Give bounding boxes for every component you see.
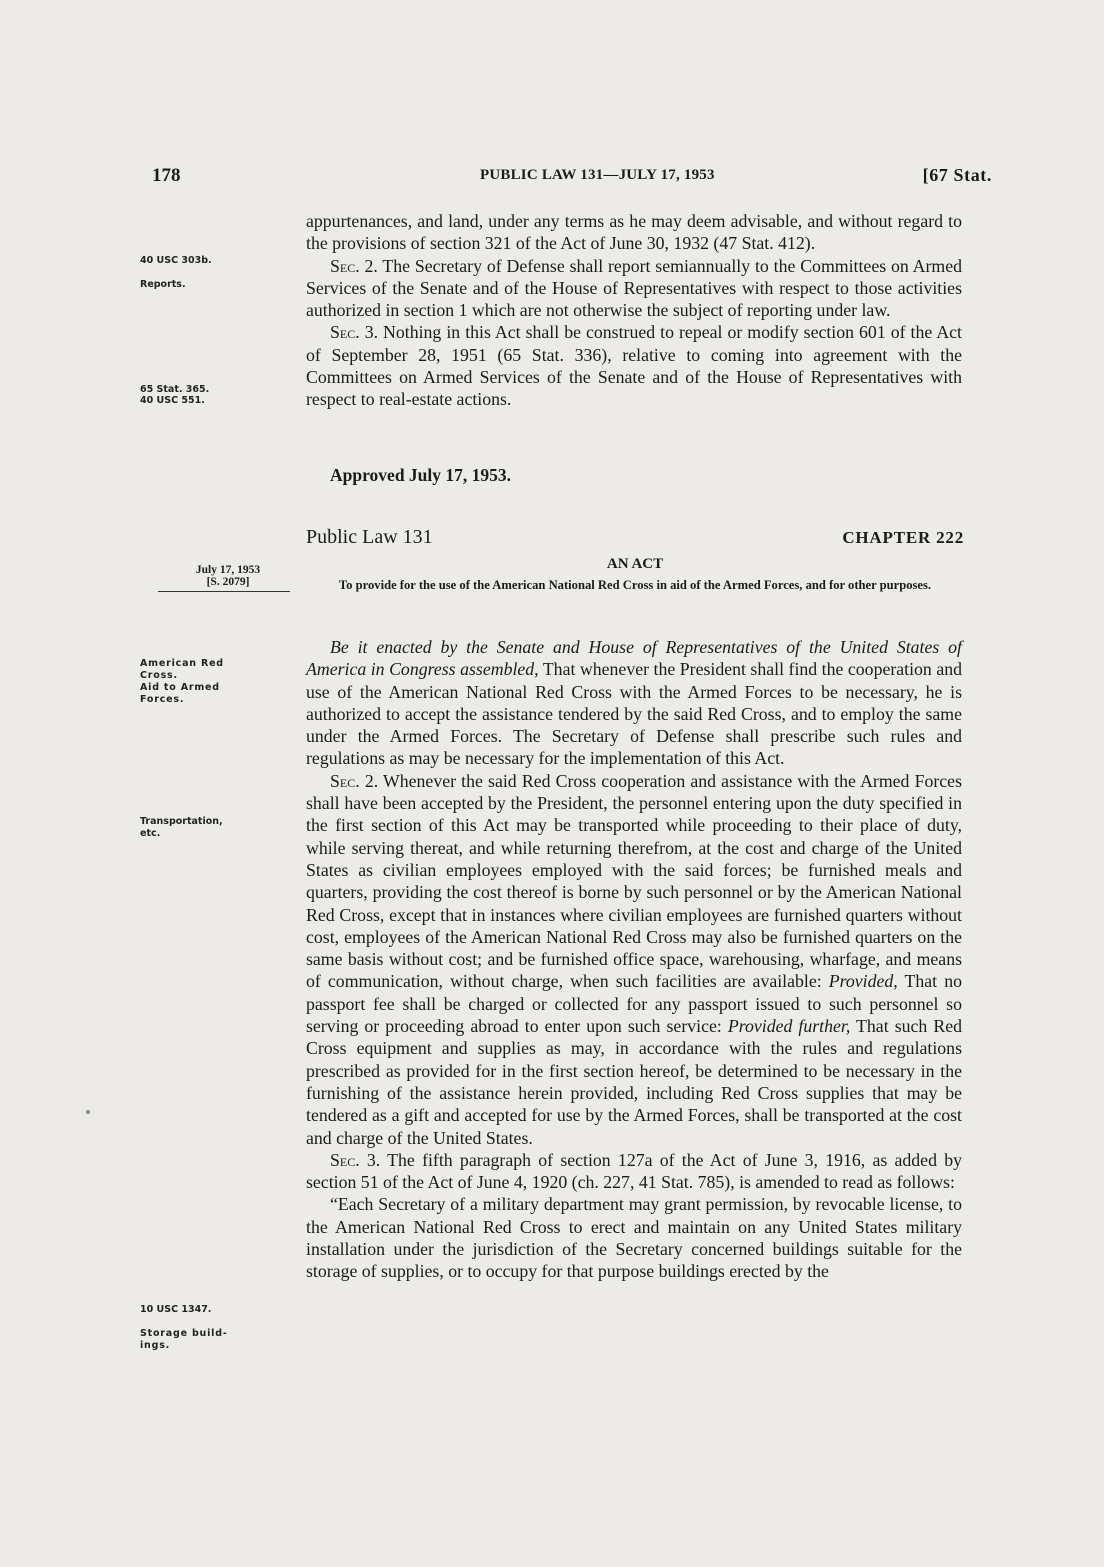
body-section-2 bbox=[306, 770, 962, 1149]
act-body bbox=[306, 636, 962, 1283]
continuation-paragraph: appurtenances, and land, under any terms as he may deem advisable, and without regard to the provisions of section 321 of the Act of June 30, 1932 (47 Stat. 412). bbox=[306, 211, 962, 254]
margin-note-usc-551: 40 USC 551. bbox=[140, 395, 205, 406]
margin-line: etc. bbox=[140, 828, 161, 839]
margin-line: Forces. bbox=[140, 694, 185, 705]
section-label: Sec. bbox=[330, 770, 360, 791]
section-text: That such Red Cross equipment and supplies as may, in accordance with the rules and regulations prescribed as provided for in the first section hereof, be determined to be necessary in the furnishing of the assistance herein provided, including Red Cross supplies that may be tendered as a gift and accepted for use by the Armed Forces, shall be transported at the cost and charge of the United States. bbox=[306, 1016, 962, 1148]
margin-line: Transportation, bbox=[140, 816, 223, 827]
top-section bbox=[306, 210, 962, 411]
section-text: 3. Nothing in this Act shall be construed to repeal or modify section 601 of the Act of September 28, 1951 (65 Stat. 336), relative to coming into agreement with the Committees on Armed Services of the Senate and of the House of Representatives with respect to real-estate actions. bbox=[306, 322, 962, 410]
margin-note-stat-365: 65 Stat. 365. bbox=[140, 384, 210, 395]
page-header bbox=[152, 165, 992, 193]
margin-line: Storage build- bbox=[140, 1328, 228, 1339]
approved-date: Approved July 17, 1953. bbox=[330, 465, 512, 485]
chapter-number: CHAPTER 222 bbox=[842, 528, 964, 547]
margin-note-red-cross bbox=[140, 658, 290, 706]
bill-number: [S. 2079] bbox=[206, 576, 250, 588]
act-purpose: To provide for the use of the American National Red Cross in aid of the Armed Forces, and for other purposes. bbox=[338, 578, 932, 592]
margin-note-transportation bbox=[140, 816, 290, 840]
page-number: 178 bbox=[152, 165, 181, 186]
date-rule bbox=[158, 591, 290, 592]
margin-note-storage bbox=[140, 1328, 290, 1352]
enacting-clause bbox=[306, 636, 962, 770]
enacting-formula: Be it enacted by the Senate and House of Representatives of the United States of America in Congress assembled, bbox=[306, 637, 962, 680]
section-3-paragraph bbox=[306, 321, 962, 410]
section-label: Sec. bbox=[330, 322, 360, 343]
section-label: Sec. bbox=[330, 255, 360, 276]
enacting-text: That whenever the President shall find the cooperation and use of the American National Red Cross with the Armed Forces to be necessary, he is authorized to accept the assistance tendered by the said Red Cross, and to employ the same under the Armed Forces. The Secretary of Defense shall prescribe such rules and regulations as may be necessary for the implementation of this Act. bbox=[306, 659, 963, 769]
public-law-title: Public Law 131 bbox=[306, 526, 433, 548]
section-text: That no passport fee shall be charged or collected for any passport issued to such personnel so serving or proceeding abroad to enter upon such service: bbox=[306, 971, 963, 1037]
quoted-amendment: “Each Secretary of a military department may grant permission, by revocable license, to the American National Red Cross to erect and maintain on any United States military installation under the jurisdiction of the Secretary concerned buildings suitable for the storage of supplies, or to occupy for that purpose buildings erected by the bbox=[306, 1194, 962, 1282]
section-label: Sec. bbox=[330, 1149, 360, 1170]
margin-line: Cross. bbox=[140, 670, 178, 681]
date-line: July 17, 1953 bbox=[195, 564, 261, 576]
law-title-row bbox=[306, 526, 964, 556]
proviso-term: Provided further, bbox=[727, 1016, 851, 1037]
margin-note-reports: Reports. bbox=[140, 279, 186, 290]
section-text: 2. Whenever the said Red Cross cooperation and assistance with the Armed Forces shall have been accepted by the President, the personnel entering upon the duty specified in the first section of this Act may be transported while proceeding to their place of duty, while serving thereat, and while returning therefrom, at the cost and charge of the United States as civilian employees employed with the said forces; be furnished meals and quarters, providing the cost thereof is borne by such personnel or by the American National Red Cross, except that in instances where civilian employees are furnished quarters without cost, employees of the American National Red Cross may also be furnished quarters on the same basis without cost; and be furnished office space, warehousing, wharfage, and means of communication, without charge, when such facilities are available: bbox=[306, 770, 962, 992]
margin-line: American Red bbox=[140, 658, 224, 669]
section-2-paragraph bbox=[306, 255, 962, 322]
margin-line: ings. bbox=[140, 1340, 171, 1351]
scan-artifact-dot bbox=[86, 1110, 90, 1114]
an-act-heading: AN ACT bbox=[606, 556, 664, 572]
section-text: 3. The fifth paragraph of section 127a of the Act of June 3, 1916, as added by section 51 of the Act of June 4, 1920 (ch. 227, 41 Stat. 785), is amended to read as follows: bbox=[306, 1149, 962, 1193]
margin-note-usc-303b: 40 USC 303b. bbox=[140, 255, 212, 266]
proviso-term: Provided, bbox=[828, 971, 898, 992]
margin-note-usc-1347: 10 USC 1347. bbox=[140, 1304, 212, 1315]
body-section-3 bbox=[306, 1149, 962, 1194]
margin-line: Aid to Armed bbox=[140, 682, 220, 693]
section-text: 2. The Secretary of Defense shall report semiannually to the Committees on Armed Services of the Senate and of the House of Representatives with respect to those activities authorized in section 1 which are not otherwise the subject of reporting under law. bbox=[306, 255, 962, 321]
statute-reference: [67 Stat. bbox=[922, 165, 992, 185]
enactment-date bbox=[158, 564, 298, 592]
running-head: PUBLIC LAW 131—JULY 17, 1953 bbox=[480, 167, 715, 183]
